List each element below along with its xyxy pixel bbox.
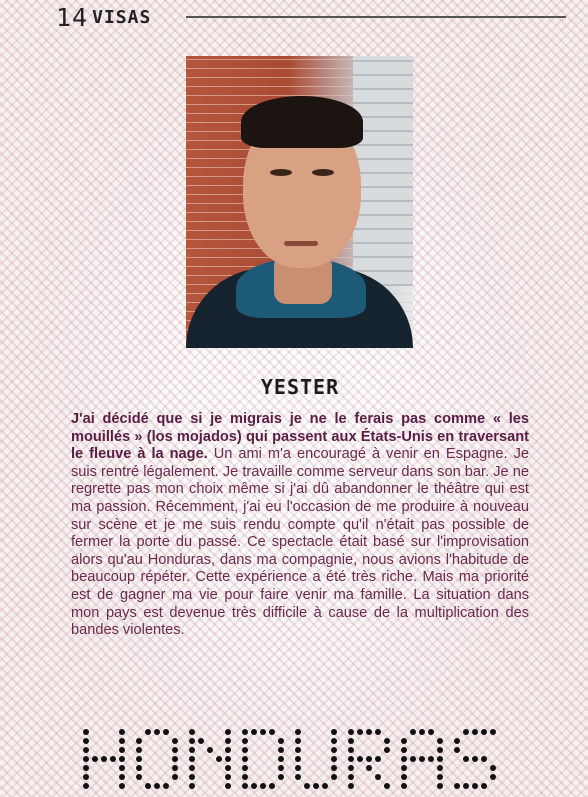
matrix-dot [83, 756, 89, 762]
matrix-dot [384, 783, 390, 789]
matrix-dot [172, 765, 178, 771]
matrix-dot [189, 738, 195, 744]
matrix-dot [410, 756, 416, 762]
matrix-dot [242, 729, 248, 735]
matrix-dot [331, 729, 337, 735]
matrix-dot [348, 738, 354, 744]
photo-door [353, 56, 413, 286]
matrix-dot [260, 783, 266, 789]
matrix-dot [154, 729, 160, 735]
matrix-dot [437, 783, 443, 789]
matrix-dot [119, 738, 125, 744]
matrix-dot [375, 756, 381, 762]
matrix-dot [278, 774, 284, 780]
header-rule [186, 16, 566, 18]
matrix-dot [189, 729, 195, 735]
page-number: 14 [56, 3, 89, 32]
matrix-dot [172, 756, 178, 762]
page-header [56, 3, 151, 32]
matrix-dot [163, 729, 169, 735]
matrix-dot [119, 729, 125, 735]
matrix-dot [278, 747, 284, 753]
matrix-dot [83, 783, 89, 789]
dot-matrix-letters [83, 729, 496, 789]
matrix-dot [375, 774, 381, 780]
matrix-dot [172, 738, 178, 744]
matrix-dot [490, 765, 496, 771]
matrix-dot [481, 729, 487, 735]
matrix-dot [242, 774, 248, 780]
matrix-dot [366, 765, 372, 771]
matrix-dot [331, 738, 337, 744]
matrix-dot [401, 774, 407, 780]
matrix-dot [154, 783, 160, 789]
matrix-dot [454, 738, 460, 744]
matrix-dot [225, 756, 231, 762]
matrix-dot [401, 783, 407, 789]
matrix-dot [428, 729, 434, 735]
matrix-dot [136, 756, 142, 762]
matrix-dot [348, 747, 354, 753]
matrix-dot [348, 756, 354, 762]
photo-mouth [284, 241, 318, 246]
matrix-dot [189, 783, 195, 789]
person-name: YESTER [260, 375, 340, 399]
matrix-dot [384, 738, 390, 744]
matrix-dot [110, 756, 116, 762]
matrix-dot [348, 774, 354, 780]
matrix-dot [136, 738, 142, 744]
matrix-dot [348, 729, 354, 735]
matrix-dot [119, 783, 125, 789]
matrix-dot [322, 783, 328, 789]
matrix-dot [357, 756, 363, 762]
portrait-photo [186, 56, 413, 348]
matrix-dot [295, 729, 301, 735]
matrix-dot [348, 765, 354, 771]
matrix-dot [83, 765, 89, 771]
matrix-dot [145, 783, 151, 789]
matrix-dot [295, 756, 301, 762]
matrix-dot [375, 729, 381, 735]
dot-matrix-code [83, 727, 513, 793]
matrix-dot [472, 729, 478, 735]
matrix-dot [198, 738, 204, 744]
matrix-dot [136, 765, 142, 771]
matrix-dot [278, 756, 284, 762]
matrix-dot [481, 756, 487, 762]
testimony-lead: J'ai décidé que si je migrais je ne le ferais pas comme « les mouillés » (los mojados) qui passent aux États-Unis en traversant le fleuve à la nage. [71, 411, 529, 463]
matrix-dot [242, 747, 248, 753]
matrix-dot [83, 738, 89, 744]
matrix-dot [242, 738, 248, 744]
matrix-dot [119, 765, 125, 771]
section-title: VISAS [92, 7, 152, 28]
matrix-dot [136, 774, 142, 780]
matrix-dot [295, 747, 301, 753]
matrix-dot [437, 747, 443, 753]
matrix-dot [410, 729, 416, 735]
matrix-dot [472, 783, 478, 789]
matrix-dot [136, 747, 142, 753]
matrix-dot [437, 765, 443, 771]
matrix-dot [242, 783, 248, 789]
testimony-text [71, 411, 529, 640]
matrix-dot [242, 765, 248, 771]
matrix-dot [119, 747, 125, 753]
matrix-dot [331, 756, 337, 762]
matrix-dot [207, 747, 213, 753]
matrix-dot [490, 729, 496, 735]
matrix-dot [189, 774, 195, 780]
matrix-dot [225, 747, 231, 753]
matrix-dot [463, 756, 469, 762]
matrix-dot [295, 738, 301, 744]
matrix-dot [216, 756, 222, 762]
matrix-dot [437, 774, 443, 780]
matrix-dot [278, 738, 284, 744]
matrix-dot [83, 747, 89, 753]
matrix-dot [472, 756, 478, 762]
matrix-dot [101, 756, 107, 762]
matrix-dot [278, 765, 284, 771]
photo-hair [241, 96, 363, 148]
matrix-dot [225, 774, 231, 780]
testimony-body: Un ami m'a encouragé à venir en Espagne. Je suis rentré légalement. Je travaille comme serveur dans son bar. Je ne regrette pas mon choix même si j'ai dû abandonner le théâtre qui est ma passion. Récemment, j'ai eu l'occasion de me produire à nouveau sur scène et je me suis rendu compte qu'il n'était pas possible de fermer la porte du passé. Ce spectacle était basé sur l'improvisation alors qu'au Honduras, dans ma compagnie, nous avions l'habitude de beaucoup répéter. Cette expérience a été très riche. Mais ma priorité est de gagner ma vie pour faire venir ma famille. La situation dans mon pays est devenue très difficile à cause de la multiplication des bandes violentes. [71, 446, 529, 639]
matrix-dot [463, 729, 469, 735]
photo-left-eye [270, 169, 292, 176]
matrix-dot [119, 756, 125, 762]
matrix-dot [490, 774, 496, 780]
matrix-dot [189, 765, 195, 771]
matrix-dot [331, 774, 337, 780]
matrix-dot [304, 783, 310, 789]
matrix-dot [437, 738, 443, 744]
matrix-dot [189, 756, 195, 762]
matrix-dot [419, 756, 425, 762]
matrix-dot [172, 774, 178, 780]
matrix-dot [189, 747, 195, 753]
matrix-dot [366, 729, 372, 735]
matrix-dot [269, 783, 275, 789]
matrix-dot [348, 783, 354, 789]
matrix-dot [83, 729, 89, 735]
matrix-dot [225, 783, 231, 789]
matrix-dot [251, 729, 257, 735]
matrix-dot [242, 756, 248, 762]
matrix-dot [225, 765, 231, 771]
matrix-dot [454, 747, 460, 753]
matrix-dot [225, 729, 231, 735]
matrix-dot [357, 729, 363, 735]
matrix-dot [419, 729, 425, 735]
matrix-dot [401, 756, 407, 762]
matrix-dot [331, 765, 337, 771]
matrix-dot [225, 738, 231, 744]
matrix-dot [463, 783, 469, 789]
matrix-dot [401, 738, 407, 744]
matrix-dot [145, 729, 151, 735]
matrix-dot [454, 783, 460, 789]
matrix-dot [172, 747, 178, 753]
matrix-dot [295, 765, 301, 771]
matrix-dot [331, 747, 337, 753]
matrix-dot [163, 783, 169, 789]
matrix-dot [269, 729, 275, 735]
matrix-dot [481, 783, 487, 789]
matrix-dot [366, 756, 372, 762]
matrix-dot [251, 783, 257, 789]
matrix-dot [92, 756, 98, 762]
matrix-dot [295, 774, 301, 780]
matrix-dot [384, 747, 390, 753]
matrix-dot [260, 729, 266, 735]
matrix-dot [401, 747, 407, 753]
matrix-dot [83, 774, 89, 780]
photo-right-eye [312, 169, 334, 176]
matrix-dot [401, 765, 407, 771]
matrix-dot [437, 756, 443, 762]
matrix-dot [428, 756, 434, 762]
matrix-dot [119, 774, 125, 780]
matrix-dot [313, 783, 319, 789]
